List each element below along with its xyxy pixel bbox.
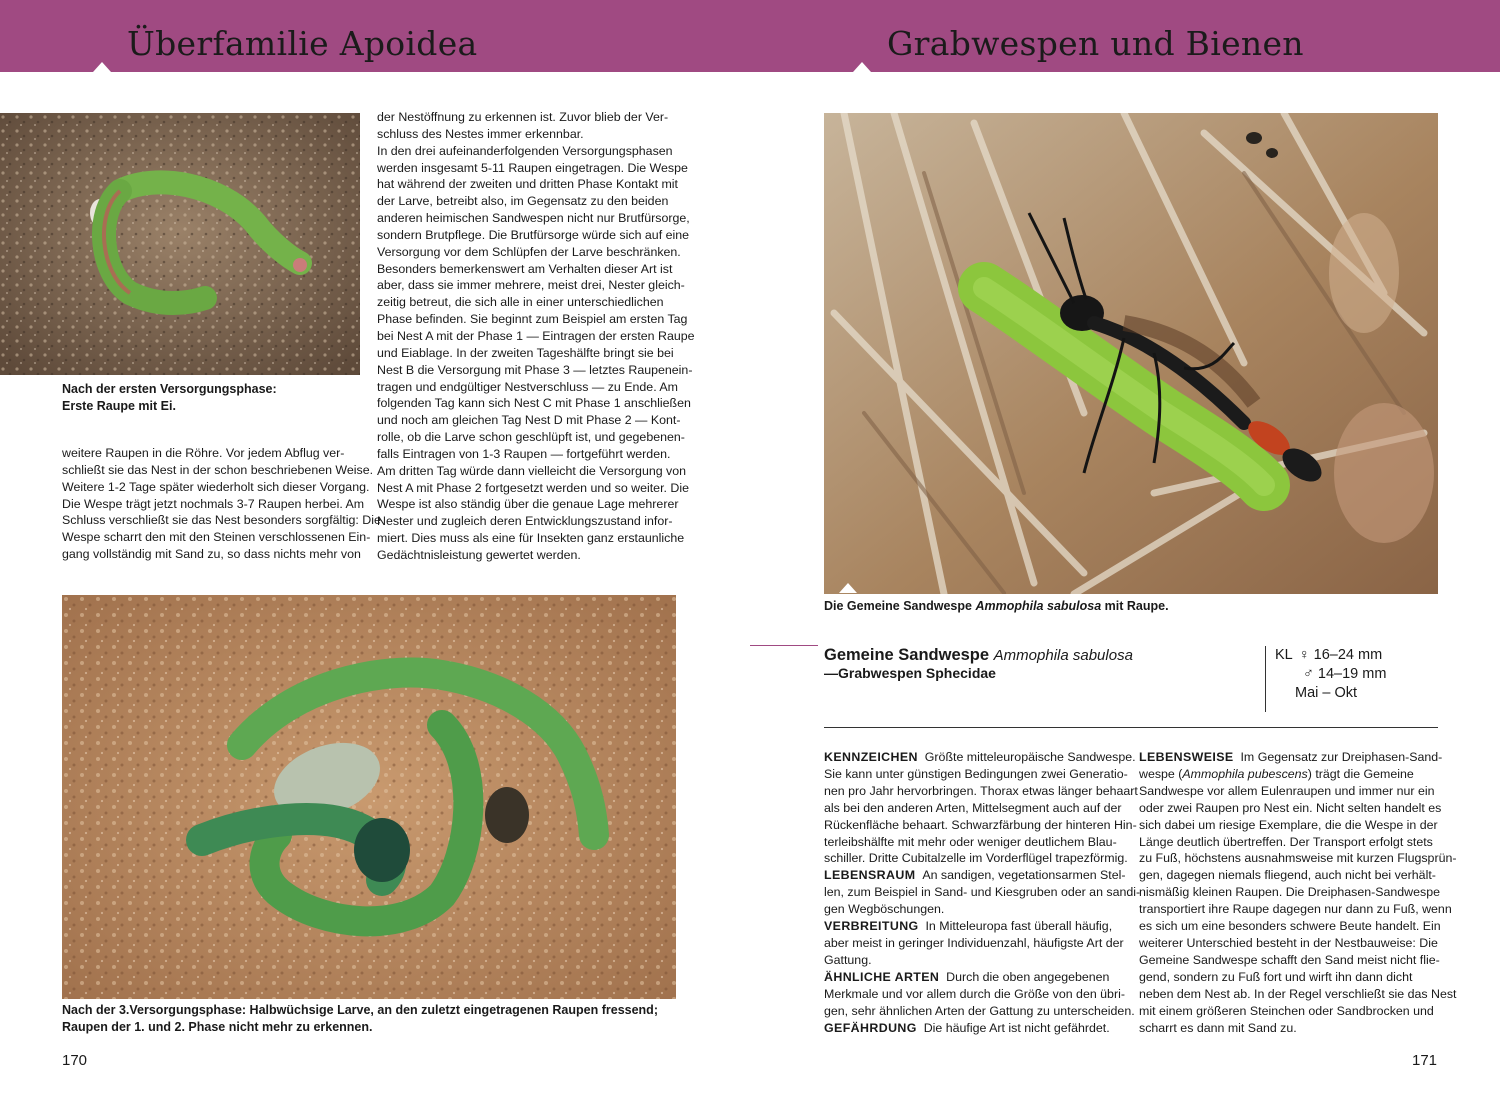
left-header-title: Überfamilie Apoidea xyxy=(127,24,478,63)
text-line: miert. Dies muss als eine für Insekten ganz erstaunliche xyxy=(377,531,685,546)
latin-name: Ammophila pubescens xyxy=(1182,766,1308,781)
species-common-name: Gemeine Sandwespe xyxy=(824,646,990,664)
text-line: Gedächtnisleistung gewertet werden. xyxy=(377,547,581,562)
text-line: aber meist in geringer Individuenzahl, häufigste Art der xyxy=(824,935,1124,950)
species-col-1 xyxy=(824,749,1141,1036)
text-line: der Larve, betreibt also, im Gegensatz zu den beiden xyxy=(377,194,669,209)
lebensweise-line xyxy=(1139,749,1444,766)
text-line: Phase befinden. Sie beginnt zum Beispiel am ersten Tag xyxy=(377,312,688,327)
kl-row-female xyxy=(1275,646,1386,665)
text-line: werden insgesamt 5-11 Raupen eingetragen. Die Wespe xyxy=(377,160,688,175)
text-line: falls Eintragen von 1-3 Raupen — fortgeführt werden. xyxy=(377,446,671,461)
text-line: aber, dass sie immer mehrere, meist drei, Nester gleich- xyxy=(377,278,685,293)
lebensweise-label: LEBENSWEISE xyxy=(1139,750,1234,764)
text-line: Die Wespe trägt jetzt nochmals 3-7 Raupen herbei. Am xyxy=(62,496,365,511)
species-pink-rule xyxy=(750,645,818,646)
text-line: zu Fuß, höchstens ausnahmsweise mit kurzen Flugsprün- xyxy=(1139,851,1457,866)
text-line: bei Nest A mit der Phase 1 — Eintragen der ersten Raupe xyxy=(377,328,695,343)
gefaehrdung-line xyxy=(824,1020,1129,1037)
text-line: Wespe ist also ständig über die genaue Lage mehrerer xyxy=(377,497,679,512)
photo1-caption-line: Erste Raupe mit Ei. xyxy=(62,399,176,413)
kennzeichen-line xyxy=(824,749,1136,766)
text-line: gen, dagegen niemals fliegend, auch nicht bei verhält- xyxy=(1139,868,1436,883)
left-column-1-text xyxy=(62,445,381,563)
text-line: und Eiablage. In der zweiten Tageshälfte bringt sie bei xyxy=(377,345,674,360)
gefaehrdung-label: GEFÄHRDUNG xyxy=(824,1020,917,1035)
photo2-caption-line: Nach der 3.Versorgungsphase: Halbwüchsige Larve, an den zuletzt eingetragenen Raupen fressend; xyxy=(62,1003,658,1017)
text-line: weitere Raupen in die Röhre. Vor jedem Abflug ver- xyxy=(62,446,345,460)
lebensraum-line xyxy=(824,867,1129,884)
verbreitung-line xyxy=(824,918,1129,935)
text-fragment: wespe ( xyxy=(1139,766,1183,781)
kl-male-size: ♂ 14–19 mm xyxy=(1303,666,1387,682)
main-photo-caption-latin: Ammophila sabulosa xyxy=(975,599,1102,613)
species-divider xyxy=(824,727,1438,728)
text-line: In den drei aufeinanderfolgenden Versorgungsphasen xyxy=(377,143,673,158)
text-line: schluss des Nestes immer erkennbar. xyxy=(377,126,584,141)
text-line: Durch die oben angegebenen xyxy=(946,969,1110,984)
size-season-box xyxy=(1265,646,1386,712)
text-line: Versorgung vor dem Schlüpfen der Larve beschränken. xyxy=(377,244,681,259)
photo1-caption-line: Nach der ersten Versorgungsphase: xyxy=(62,382,277,396)
text-line: nen pro Jahr hervorbringen. Thorax etwas länger behaart xyxy=(824,783,1138,798)
text-line: Größte mitteleuropäische Sandwespe. xyxy=(924,750,1136,764)
main-photo-caption xyxy=(824,598,1464,615)
text-line: schiller. Dritte Cubitalzelle im Vorderflügel trapezförmig. xyxy=(824,851,1128,866)
text-line: Sie kann unter günstigen Bedingungen zwei Generatio- xyxy=(824,766,1128,781)
text-line: Nester und zugleich deren Entwicklungszustand infor- xyxy=(377,514,673,529)
text-line: Im Gegensatz zur Dreiphasen-Sand- xyxy=(1240,750,1443,764)
text-line: und noch am gleichen Tag Nest D mit Phase 2 — Kont- xyxy=(377,413,681,428)
page-number-left: 170 xyxy=(62,1052,88,1069)
text-line: Sandwespe vor allem Eulenraupen und immer nur ein xyxy=(1139,783,1435,798)
text-line: An sandigen, vegetationsarmen Stel- xyxy=(922,868,1126,883)
text-line: folgenden Tag kann sich Nest C mit Phase 1 anschließen xyxy=(377,396,691,411)
text-line: es sich um eine besonders schwere Beute handelt. Ein xyxy=(1139,919,1441,934)
text-line: terleibshälfte mit mehr oder weniger deutlichem Blau- xyxy=(824,834,1117,849)
text-line: scharrt es dann mit Sand zu. xyxy=(1139,1020,1297,1035)
text-line: sich dabei um riesige Exemplare, die die Wespe in der xyxy=(1139,817,1438,832)
text-line: oder zwei Raupen pro Nest ein. Nicht selten handelt es xyxy=(1139,800,1442,815)
text-line: anderen heimischen Sandwespen nicht nur Brutfürsorge, xyxy=(377,211,690,226)
season: Mai – Okt xyxy=(1295,685,1358,701)
aehnliche-line xyxy=(824,969,1129,986)
text-line: Weitere 1-2 Tage später wiederholt sich dieser Vorgang. xyxy=(62,479,370,494)
text-line: Gattung. xyxy=(824,952,872,967)
lebensraum-label: LEBENSRAUM xyxy=(824,868,916,883)
photo2-caption-line: Raupen der 1. und 2. Phase nicht mehr zu erkennen. xyxy=(62,1020,373,1034)
lebensweise-line-2 xyxy=(1139,766,1444,783)
kennzeichen-label: KENNZEICHEN xyxy=(824,750,918,764)
text-line: Am dritten Tag würde dann vielleicht die Versorgung von xyxy=(377,463,687,478)
text-line: Die häufige Art ist nicht gefährdet. xyxy=(923,1020,1110,1035)
text-line: mit einem größeren Steinchen oder Sandbrocken und xyxy=(1139,1003,1434,1018)
text-line: gend, sondern zu Fuß fort und wirft ihn dann dicht xyxy=(1139,969,1413,984)
left-header-notch xyxy=(93,62,111,72)
text-line: als bei den anderen Arten, Mittelsegment auch auf der xyxy=(824,800,1122,815)
text-line: gen, sehr ähnlichen Arten der Gattung zu unterscheiden. xyxy=(824,1003,1135,1018)
left-column-2-text xyxy=(377,109,695,564)
photo-notch xyxy=(839,583,857,593)
page-number-right: 171 xyxy=(1412,1052,1438,1069)
photo2-caption xyxy=(62,1002,702,1036)
text-line: hat während der zweiten und dritten Phase Kontakt mit xyxy=(377,177,678,192)
right-page xyxy=(750,0,1500,1097)
text-line: sondern Brutpflege. Die Brutfürsorge würde sich auf eine xyxy=(377,227,690,242)
species-col-2 xyxy=(1139,749,1457,1036)
text-fragment: ) trägt die Gemeine xyxy=(1307,766,1414,781)
kl-label: KL xyxy=(1275,647,1293,663)
species-latin-name: Ammophila sabulosa xyxy=(993,647,1133,664)
kl-female-size: ♀ 16–24 mm xyxy=(1298,647,1383,663)
photo-larva-with-caterpillars xyxy=(62,595,676,999)
text-line: tragen und endgültiger Nestverschluss — zu Ende. Am xyxy=(377,379,678,394)
text-line: gang vollständig mit Sand zu, so dass nichts mehr von xyxy=(62,547,361,562)
text-line: rolle, ob die Larve schon geschlüpft ist, und gegebenen- xyxy=(377,430,685,445)
text-line: nismäßig kleinen Raupen. Die Dreiphasen-Sandwespe xyxy=(1139,885,1440,900)
text-line: Nest A mit Phase 2 fortgesetzt werden und so weiter. Die xyxy=(377,480,689,495)
text-line: transportiert ihre Raupe dagegen nur dann zu Fuß, wenn xyxy=(1139,902,1452,917)
right-header-notch xyxy=(853,62,871,72)
species-title xyxy=(824,646,1133,665)
text-line: weiterer Unterschied besteht in der Nestbauweise: Die xyxy=(1139,935,1438,950)
aehnliche-arten-label: ÄHNLICHE ARTEN xyxy=(824,969,940,984)
photo1-caption xyxy=(62,381,352,415)
text-line: schließt sie das Nest in der schon beschriebenen Weise. xyxy=(62,462,374,477)
text-line: Besonders bemerkenswert am Verhalten dieser Art ist xyxy=(377,261,673,276)
text-line: der Nestöffnung zu erkennen ist. Zuvor blieb der Ver- xyxy=(377,110,669,124)
photo-sand-wasp-with-caterpillar xyxy=(824,113,1438,594)
verbreitung-label: VERBREITUNG xyxy=(824,919,919,934)
text-line: In Mitteleuropa fast überall häufig, xyxy=(925,919,1113,934)
text-line: zeitig betreut, die sich alle in einer unterschiedlichen xyxy=(377,295,664,310)
text-line: Merkmale und vor allem durch die Größe von den übri- xyxy=(824,986,1125,1001)
main-photo-caption-prefix: Die Gemeine Sandwespe xyxy=(824,599,976,613)
main-photo-caption-suffix: mit Raupe. xyxy=(1101,599,1169,613)
text-line: len, zum Beispiel in Sand- und Kiesgruben oder an sandi- xyxy=(824,885,1141,900)
photo-caterpillar-with-egg xyxy=(0,113,360,375)
text-line: Rückenfläche behaart. Schwarzfärbung der hinteren Hin- xyxy=(824,817,1137,832)
text-line: Wespe scharrt den mit den Steinen verschlossenen Ein- xyxy=(62,530,371,545)
text-line: Gemeine Sandwespe schafft den Sand meist nicht flie- xyxy=(1139,952,1440,967)
text-line: Schluss verschließt sie das Nest besonders sorgfältig: Die xyxy=(62,513,381,528)
text-line: neben dem Nest ab. In der Regel verschließt sie das Nest xyxy=(1139,986,1457,1001)
text-line: Nest B die Versorgung mit Phase 3 — letztes Raupenein- xyxy=(377,362,693,377)
right-header-title: Grabwespen und Bienen xyxy=(887,24,1304,63)
text-line: Länge deutlich übertreffen. Der Transport erfolgt stets xyxy=(1139,834,1433,849)
species-family: —Grabwespen Sphecidae xyxy=(824,665,996,681)
text-line: gen Wegböschungen. xyxy=(824,902,945,917)
